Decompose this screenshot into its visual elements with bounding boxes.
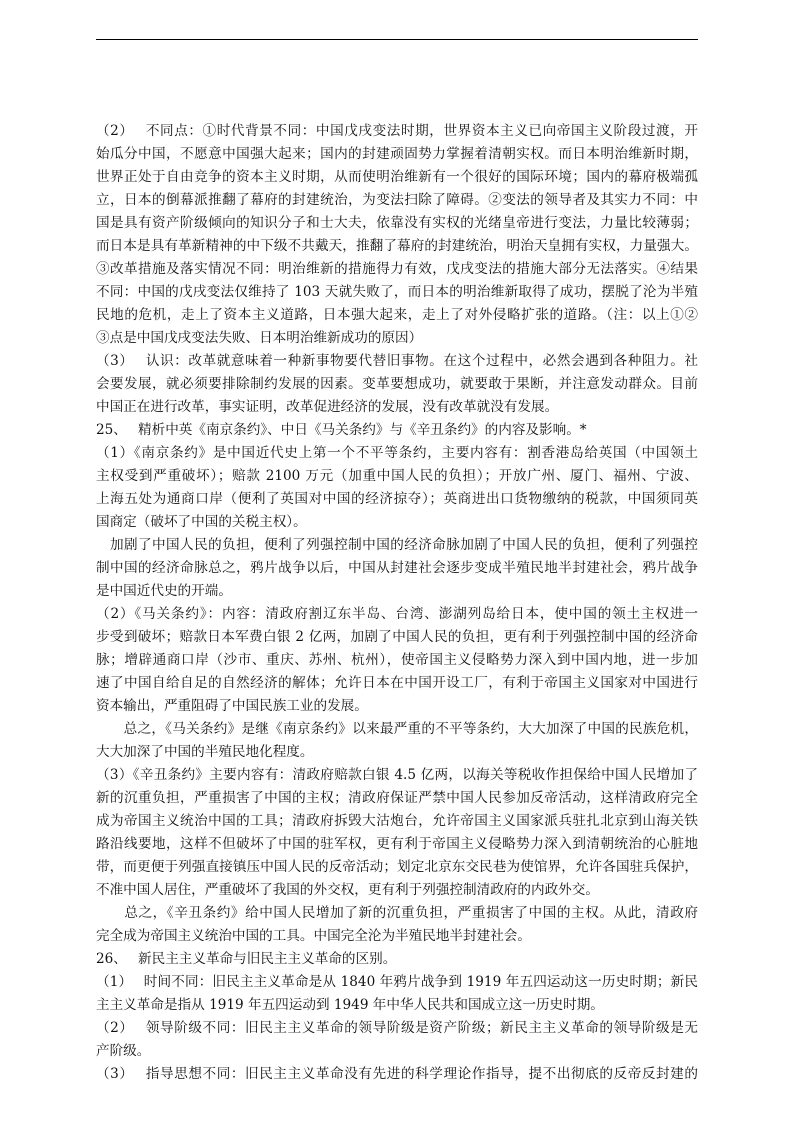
text-line: （1）《南京条约》是中国近代史上第一个不平等条约，主要内容有：割香港岛给英国（中国领土 [96,445,698,461]
text-line: 完全成为帝国主义统治中国的工具。中国完全沦为半殖民地半封建社会。 [96,928,531,944]
text-line: 上海五处为通商口岸（便利了英国对中国的经济掠夺）；英商进出口货物缴纳的税款，中国须同英 [96,491,698,507]
text-line: 立，日本的倒幕派推翻了幕府的封建统治，为变法扫除了障碍。②变法的领导者及其实力不同：中 [96,192,698,208]
text-line: （2）《马关条约》：内容：清政府割辽东半岛、台湾、澎湖列岛给日本，使中国的领土主权进一 [96,606,698,622]
text-line: 国商定（破坏了中国的关税主权）。 [96,514,307,530]
text-line: （3） 认识：改革就意味着一种新事物要代替旧事物。在这个过程中，必然会遇到各种阻力。社 [96,353,698,369]
text-line: 制中国的经济命脉总之，鸦片战争以后，中国从封建社会逐步变成半殖民地半封建社会，鸦片战争 [96,560,698,576]
text-line: 带，而更便于列强直接镇压中国人民的反帝活动；划定北京东交民巷为使馆界，允许各国驻兵保护， [96,859,698,875]
text-line: （3）《辛丑条约》主要内容有：清政府赔款白银 4.5 亿两，以海关等税收作担保给中国人民增加了 [96,767,698,783]
text-line: 成为帝国主义统治中国的工具；清政府拆毁大沽炮台，允许帝国主义国家派兵驻扎北京到山海关铁 [96,813,698,829]
text-line: 路沿线要地，这样不但破坏了中国的驻军权，更有利于帝国主义侵略势力深入到清朝统治的心脏地 [96,836,698,852]
text-line: 资本输出，严重阻碍了中国民族工业的发展。 [96,698,368,714]
text-line: 国是具有资产阶级倾向的知识分子和士大夫，依靠没有实权的光绪皇帝进行变法，力量比较薄弱； [96,215,698,231]
text-line: ③改革措施及落实情况不同：明治维新的措施得力有效，戊戌变法的措施大部分无法落实。④结果 [96,261,698,277]
text-line: 始瓜分中国，不愿意中国强大起来；国内的封建顽固势力掌握着清朝实权。而日本明治维新时期， [96,146,698,162]
text-line: 中国正在进行改革，事实证明，改革促进经济的发展，没有改革就没有发展。 [96,399,559,415]
text-line: 不同：中国的戊戌变法仅维持了 103 天就失败了，而日本的明治维新取得了成功，摆脱了沦为半殖 [96,284,698,300]
text-line: 加剧了中国人民的负担，便利了列强控制中国的经济命脉加剧了中国人民的负担，便利了列强控 [96,537,698,553]
text-line: 会要发展，就必须要排除制约发展的因素。变革要想成功，就要敢于果断，并注意发动群众。目前 [96,376,698,392]
text-line: 总之，《辛丑条约》给中国人民增加了新的沉重负担，严重损害了中国的主权。从此，清政府 [96,905,698,921]
text-line: 26、 新民主主义革命与旧民主主义革命的区别。 [96,951,397,967]
header-rule [96,39,698,40]
text-line: 速了中国自给自足的自然经济的解体；允许日本在中国开设工厂，有利于帝国主义国家对中国进行 [96,675,698,691]
text-line: 产阶级。 [96,1043,151,1059]
text-line: 新的沉重负担，严重损害了中国的主权；清政府保证严禁中国人民参加反帝活动，这样清政府完全 [96,790,698,806]
text-line: 脉；增辟通商口岸（沙市、重庆、苏州、杭州），使帝国主义侵略势力深入到中国内地，进一步加 [96,652,698,668]
text-line: 主主义革命是指从 1919 年五四运动到 1949 年中华人民共和国成立这一历史时期。 [96,997,604,1013]
text-line: 大大加深了中国的半殖民地化程度。 [96,744,314,760]
text-line: （2） 不同点：①时代背景不同：中国戊戌变法时期，世界资本主义已向帝国主义阶段过渡，开 [96,123,698,139]
text-line: 25、 精析中英《南京条约》、中日《马关条约》与《辛丑条约》的内容及影响。* [96,422,587,438]
text-line: ③点是中国戊戌变法失败、日本明治维新成功的原因） [96,330,423,346]
text-line: （3） 指导思想不同：旧民主主义革命没有先进的科学理论作指导，提不出彻底的反帝反封建的 [96,1066,698,1082]
text-line: （2） 领导阶级不同：旧民主主义革命的领导阶级是资产阶级；新民主主义革命的领导阶级是无 [96,1020,698,1036]
text-line: 民地的危机，走上了资本主义道路，日本强大起来，走上了对外侵略扩张的道路。（注：以上①② [96,307,698,323]
text-line: （1） 时间不同：旧民主主义革命是从 1840 年鸦片战争到 1919 年五四运动这一历史时期；新民 [96,974,698,990]
text-line: 世界正处于自由竞争的资本主义时期，从而使明治维新有一个很好的国际环境；国内的幕府极端孤 [96,169,698,185]
text-line: 主权受到严重破坏）；赔款 2100 万元（加重中国人民的负担）；开放广州、厦门、福州、宁波、 [96,468,698,484]
text-line: 是中国近代史的开端。 [96,583,232,599]
text-line: 总之，《马关条约》是继《南京条约》以来最严重的不平等条约，大大加深了中国的民族危机， [96,721,698,737]
text-line: 而日本是具有革新精神的中下级不共戴天，推翻了幕府的封建统治，明治天皇拥有实权，力量强大。 [96,238,698,254]
text-line: 步受到破坏；赔款日本军费白银 2 亿两，加剧了中国人民的负担，更有利于列强控制中国的经济命 [96,629,698,645]
document-body [96,120,698,1086]
text-line: 不准中国人居住，严重破坏了我国的外交权，更有利于列强控制清政府的内政外交。 [96,882,599,898]
